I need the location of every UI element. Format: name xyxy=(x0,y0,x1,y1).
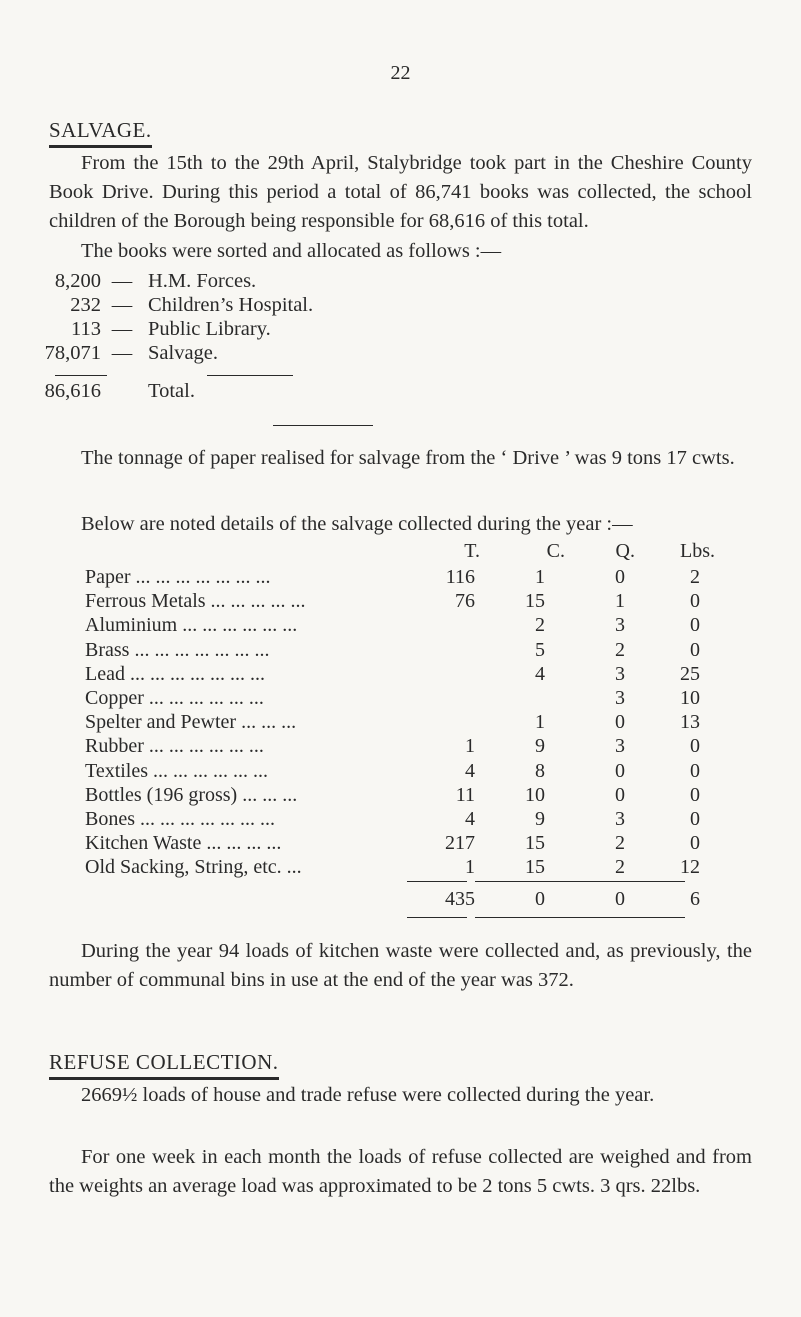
cell-q: 0 xyxy=(615,759,625,782)
allocation-dash: — xyxy=(111,270,133,292)
cell-t: 11 xyxy=(455,783,475,806)
allocation-dash: — xyxy=(111,342,133,364)
item-name: Ferrous Metals ... ... ... ... ... xyxy=(85,590,306,613)
allocation-label: Public Library. xyxy=(148,318,271,340)
cell-lbs: 2 xyxy=(690,566,700,588)
allocation-num: 78,071 xyxy=(44,342,101,364)
cell-lbs: 10 xyxy=(680,687,700,709)
total-q: 0 xyxy=(615,888,625,910)
cell-q: 0 xyxy=(615,711,625,734)
allocation-label: H.M. Forces. xyxy=(148,270,257,292)
col-header-q: Q. xyxy=(615,540,635,562)
cell-lbs: 13 xyxy=(680,711,700,734)
col-header-lbs: Lbs. xyxy=(680,540,715,562)
cell-q: 3 xyxy=(615,614,625,637)
cell-lbs: 0 xyxy=(690,638,700,661)
total-t: 435 xyxy=(445,888,475,910)
item-name: Lead ... ... ... ... ... ... ... xyxy=(85,662,265,685)
allocation-label: Salvage. xyxy=(148,342,219,364)
refuse-loads-paragraph: 2669½ loads of house and trade refuse were collected during the year. xyxy=(81,1084,655,1106)
total-rule-bottom-rest xyxy=(475,917,685,918)
item-name: Bones ... ... ... ... ... ... ... xyxy=(85,808,275,830)
table-row xyxy=(85,832,735,856)
cell-c: 1 xyxy=(535,711,545,734)
table-row xyxy=(85,614,735,638)
cell-q: 2 xyxy=(615,638,625,661)
cell-q: 3 xyxy=(615,662,625,685)
cell-c: 15 xyxy=(525,590,545,613)
allocation-total-num: 86,616 xyxy=(44,380,101,402)
table-row xyxy=(85,687,735,711)
cell-c: 2 xyxy=(535,614,545,637)
cell-t: 116 xyxy=(445,566,475,588)
item-name: Paper ... ... ... ... ... ... ... xyxy=(85,566,271,588)
item-name: Rubber ... ... ... ... ... ... xyxy=(85,735,264,758)
cell-c: 9 xyxy=(535,735,545,758)
table-intro: Below are noted details of the salvage collected during the year :— xyxy=(81,513,633,535)
allocation-num: 113 xyxy=(71,318,101,340)
allocation-bottom-rule xyxy=(273,425,373,426)
total-rule-top-rest xyxy=(475,881,685,882)
table-row xyxy=(85,711,735,735)
cell-lbs: 0 xyxy=(690,808,700,830)
salvage-heading xyxy=(49,118,152,148)
allocation-num: 232 xyxy=(70,294,101,316)
cell-c: 1 xyxy=(535,566,545,588)
item-name: Brass ... ... ... ... ... ... ... xyxy=(85,638,270,661)
table-row xyxy=(85,590,735,614)
cell-lbs: 0 xyxy=(690,735,700,758)
cell-t: 76 xyxy=(455,590,475,613)
cell-c: 15 xyxy=(525,856,545,879)
allocation-total-rule-label xyxy=(207,375,293,376)
cell-lbs: 0 xyxy=(690,832,700,855)
total-c: 0 xyxy=(535,888,545,910)
item-name: Spelter and Pewter ... ... ... xyxy=(85,711,297,734)
cell-lbs: 0 xyxy=(690,783,700,806)
cell-q: 1 xyxy=(615,590,625,613)
cell-q: 2 xyxy=(615,856,625,879)
cell-lbs: 12 xyxy=(680,856,700,879)
cell-t: 1 xyxy=(465,735,475,758)
page-number: 22 xyxy=(390,62,411,84)
allocation-total-label: Total. xyxy=(148,380,195,402)
total-rule-bottom-t xyxy=(407,917,467,918)
item-name: Copper ... ... ... ... ... ... xyxy=(85,687,264,709)
book-drive-paragraph: From the 15th to the 29th April, Stalybridge took part in the Cheshire County Book Drive. During this period a total of 86,741 books was collected, the school children of the Borough being responsible for 68,616 of this total. xyxy=(49,152,752,232)
allocation-num: 8,200 xyxy=(54,270,101,292)
allocation-dash: — xyxy=(111,294,133,316)
kitchen-waste-paragraph: During the year 94 loads of kitchen waste were collected and, as previously, the number of communal bins in use at the end of the year was 372. xyxy=(49,940,752,991)
cell-c: 10 xyxy=(525,783,545,806)
item-name: Old Sacking, String, etc. ... xyxy=(85,856,302,879)
salvage-heading-text: SALVAGE. xyxy=(49,118,152,142)
allocation-total-rule-num xyxy=(55,375,107,376)
refuse-heading xyxy=(49,1050,279,1080)
cell-c: 15 xyxy=(525,832,545,855)
table-row xyxy=(85,856,735,880)
cell-lbs: 0 xyxy=(690,759,700,782)
col-header-t: T. xyxy=(464,540,480,562)
cell-q: 3 xyxy=(615,735,625,758)
item-name: Bottles (196 gross) ... ... ... xyxy=(85,783,298,806)
table-row xyxy=(85,784,735,808)
table-row xyxy=(85,566,735,590)
cell-q: 3 xyxy=(615,687,625,709)
cell-lbs: 25 xyxy=(680,662,700,685)
cell-c: 5 xyxy=(535,638,545,661)
cell-c: 4 xyxy=(535,662,545,685)
cell-t: 217 xyxy=(445,832,475,855)
table-row xyxy=(85,639,735,663)
tonnage-paragraph: The tonnage of paper realised for salvage from the ‘ Drive ’ was 9 tons 17 cwts. xyxy=(81,447,735,469)
total-lbs: 6 xyxy=(690,888,700,910)
cell-q: 0 xyxy=(615,783,625,806)
refuse-heading-text: REFUSE COLLECTION. xyxy=(49,1050,279,1074)
cell-lbs: 0 xyxy=(690,614,700,637)
allocation-dash: — xyxy=(111,318,133,340)
cell-c: 8 xyxy=(535,759,545,782)
table-total-row xyxy=(85,888,735,914)
cell-t: 4 xyxy=(465,808,475,830)
total-rule-top-t xyxy=(407,881,467,882)
table-row xyxy=(85,663,735,687)
cell-t: 1 xyxy=(465,856,475,879)
cell-q: 3 xyxy=(615,808,625,830)
table-row xyxy=(85,760,735,784)
allocation-intro: The books were sorted and allocated as follows :— xyxy=(81,240,502,262)
allocation-label: Children’s Hospital. xyxy=(148,294,314,316)
cell-q: 2 xyxy=(615,832,625,855)
cell-lbs: 0 xyxy=(690,590,700,613)
cell-t: 4 xyxy=(465,759,475,782)
item-name: Textiles ... ... ... ... ... ... xyxy=(85,759,269,782)
salvage-table xyxy=(85,540,735,879)
cell-c: 9 xyxy=(535,808,545,830)
cell-q: 0 xyxy=(615,566,625,588)
refuse-heading-underline xyxy=(49,1077,279,1080)
salvage-heading-underline xyxy=(49,145,152,148)
item-name: Kitchen Waste ... ... ... ... xyxy=(85,832,282,855)
item-name: Aluminium ... ... ... ... ... ... xyxy=(85,614,298,637)
col-header-c: C. xyxy=(546,540,565,562)
table-row xyxy=(85,735,735,759)
refuse-weight-paragraph: For one week in each month the loads of refuse collected are weighed and from the weights an average load was approximated to be 2 tons 5 cwts. 3 qrs. 22lbs. xyxy=(49,1146,752,1197)
table-row xyxy=(85,808,735,832)
